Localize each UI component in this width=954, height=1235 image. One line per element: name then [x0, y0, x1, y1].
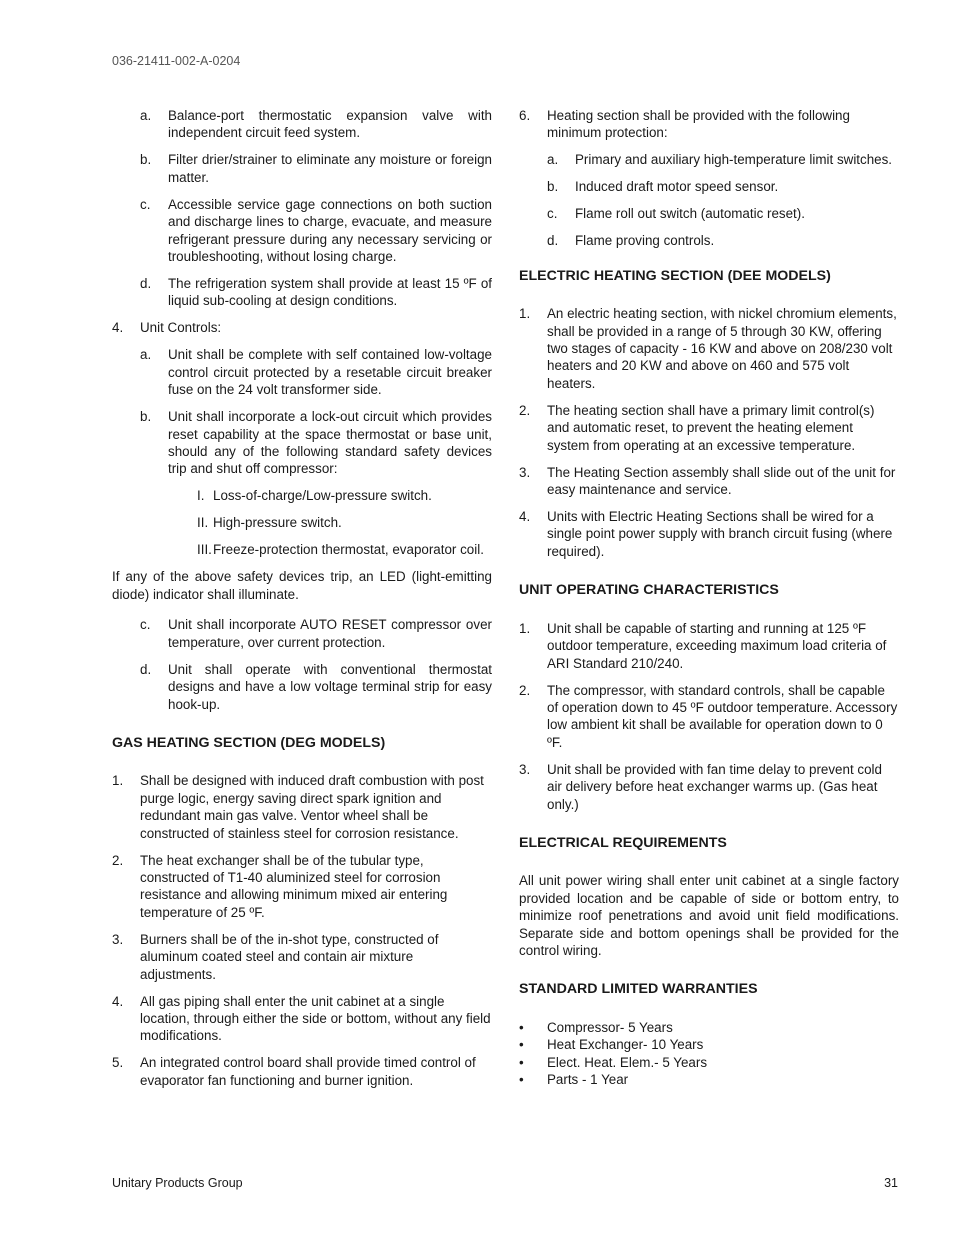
page-number: 31 [884, 1176, 898, 1190]
safety-device-item: II. High-pressure switch. [197, 515, 342, 531]
section-heading-electrical: ELECTRICAL REQUIREMENTS [519, 834, 727, 851]
document-id: 036-21411-002-A-0204 [112, 54, 241, 68]
list-item: 1. Unit shall be capable of starting and running at 125 ºF outdoor temperature, exceeding maximum load criteria of ARI Standard 210/240. [519, 620, 887, 671]
list-item: 4. All gas piping shall enter the unit cabinet at a single location, through either the side or bottom, without any field modifications. [112, 993, 491, 1044]
list-item: d. Flame proving controls. [547, 233, 715, 249]
list-item: c. Accessible service gage connections on both suction and discharge lines to charge, evacuate, and measure refrigerant pressure during any necessary servicing or troubleshooting, without losing charge. [140, 196, 492, 265]
list-item: a. Unit shall be complete with self contained low-voltage control circuit protected by a resetable circuit breaker fuse on the 24 volt transformer side. [140, 347, 492, 398]
refrigeration-list [112, 107, 492, 310]
section-heading-operating: UNIT OPERATING CHARACTERISTICS [519, 582, 779, 599]
list-item: d. Unit shall operate with conventional thermostat designs and have a low voltage terminal strip for easy hook-up. [140, 661, 492, 712]
section-heading-gas-heating: GAS HEATING SECTION (DEG MODELS) [112, 734, 386, 751]
right-column [519, 107, 899, 1088]
electrical-paragraph: All unit power wiring shall enter unit cabinet at a single factory provided location and be capable of side or bottom entry, to minimize roof penetrations and avoid unit field modifications. Separate side and bottom openings shall be provided for the control wiring. [519, 873, 899, 958]
list-item: c. Unit shall incorporate AUTO RESET compressor over temperature, over current protection. [140, 617, 492, 650]
list-item: 3. Burners shall be of the in-shot type, constructed of aluminum coated steel and contain air mixture adjustments. [112, 931, 439, 982]
safety-device-item: III. Freeze-protection thermostat, evaporator coil. [197, 542, 484, 558]
list-item: b. Unit shall incorporate a lock-out circuit which provides reset capability at the space thermostat or base unit, should any of the following standard safety devices trip and shut off compressor: [140, 409, 492, 477]
list-item: • Compressor- 5 Years [519, 1019, 673, 1035]
list-item: 5. An integrated control board shall provide timed control of evaporator fan functioning and burner ignition. [112, 1055, 476, 1088]
list-item: • Heat Exchanger- 10 Years [519, 1037, 704, 1053]
list-item: c. Flame roll out switch (automatic reset). [547, 206, 805, 222]
led-note: If any of the above safety devices trip, an LED (light-emitting diode) indicator shall illuminate. [112, 569, 492, 602]
left-column [112, 107, 492, 1099]
list-item: 4. Units with Electric Heating Sections shall be wired for a single point power supply with branch circuit fusing (where required). [519, 509, 893, 559]
warranty-list [519, 1019, 899, 1089]
section-heading-electric-heating: ELECTRIC HEATING SECTION (DEE MODELS) [519, 267, 831, 284]
safety-device-item: I. Loss-of-charge/Low-pressure switch. [197, 488, 432, 504]
list-item: 1. Shall be designed with induced draft combustion with post purge logic, energy saving direct spark ignition and redundant main gas valve. Ventor wheel shall be constructed of stainless steel for corrosion resistance. [112, 773, 484, 841]
list-item: 2. The compressor, with standard controls, shall be capable of operation down to 45 ºF outdoor temperature. Accessory low ambient kit shall be available for operation down to 0 ºF. [519, 682, 898, 750]
list-item: d. The refrigeration system shall provide at least 15 ºF of liquid sub-cooling at design conditions. [140, 276, 492, 309]
section-heading-warranties: STANDARD LIMITED WARRANTIES [519, 981, 758, 998]
list-item: a. Primary and auxiliary high-temperature limit switches. [547, 152, 893, 168]
list-item: 3. Unit shall be provided with fan time delay to prevent cold air delivery before heat exchanger warms up. (Gas heat only.) [519, 761, 882, 812]
list-item: 2. The heating section shall have a primary limit control(s) and automatic reset, to prevent the heating element system from operating at an excessive temperature. [519, 402, 875, 453]
list-item: 3. The Heating Section assembly shall slide out of the unit for easy maintenance and service. [519, 464, 896, 498]
list-item: 2. The heat exchanger shall be of the tubular type, constructed of T1-40 aluminized steel for corrosion resistance and allowing minimum mixed air entering temperature of 25 ºF. [112, 852, 448, 920]
list-item: a. Balance-port thermostatic expansion valve with independent circuit feed system. [140, 108, 492, 141]
list-item: • Elect. Heat. Elem.- 5 Years [519, 1054, 708, 1070]
unit-controls-item: 4. Unit Controls: [112, 320, 222, 336]
heating-protection-item: 6. Heating section shall be provided with the following minimum protection: [519, 108, 850, 141]
footer-company: Unitary Products Group [112, 1176, 243, 1190]
list-item: 1. An electric heating section, with nickel chromium elements, shall be provided in a range of 5 through 30 KW, offering two stages of capacity - 16 KW and above on 208/230 volt heaters and 20 KW and above on 460 and 575 volt heaters. [519, 306, 897, 391]
list-item: b. Induced draft motor speed sensor. [547, 179, 779, 195]
list-item: b. Filter drier/strainer to eliminate any moisture or foreign matter. [140, 152, 492, 185]
list-item: • Parts - 1 Year [519, 1072, 629, 1087]
